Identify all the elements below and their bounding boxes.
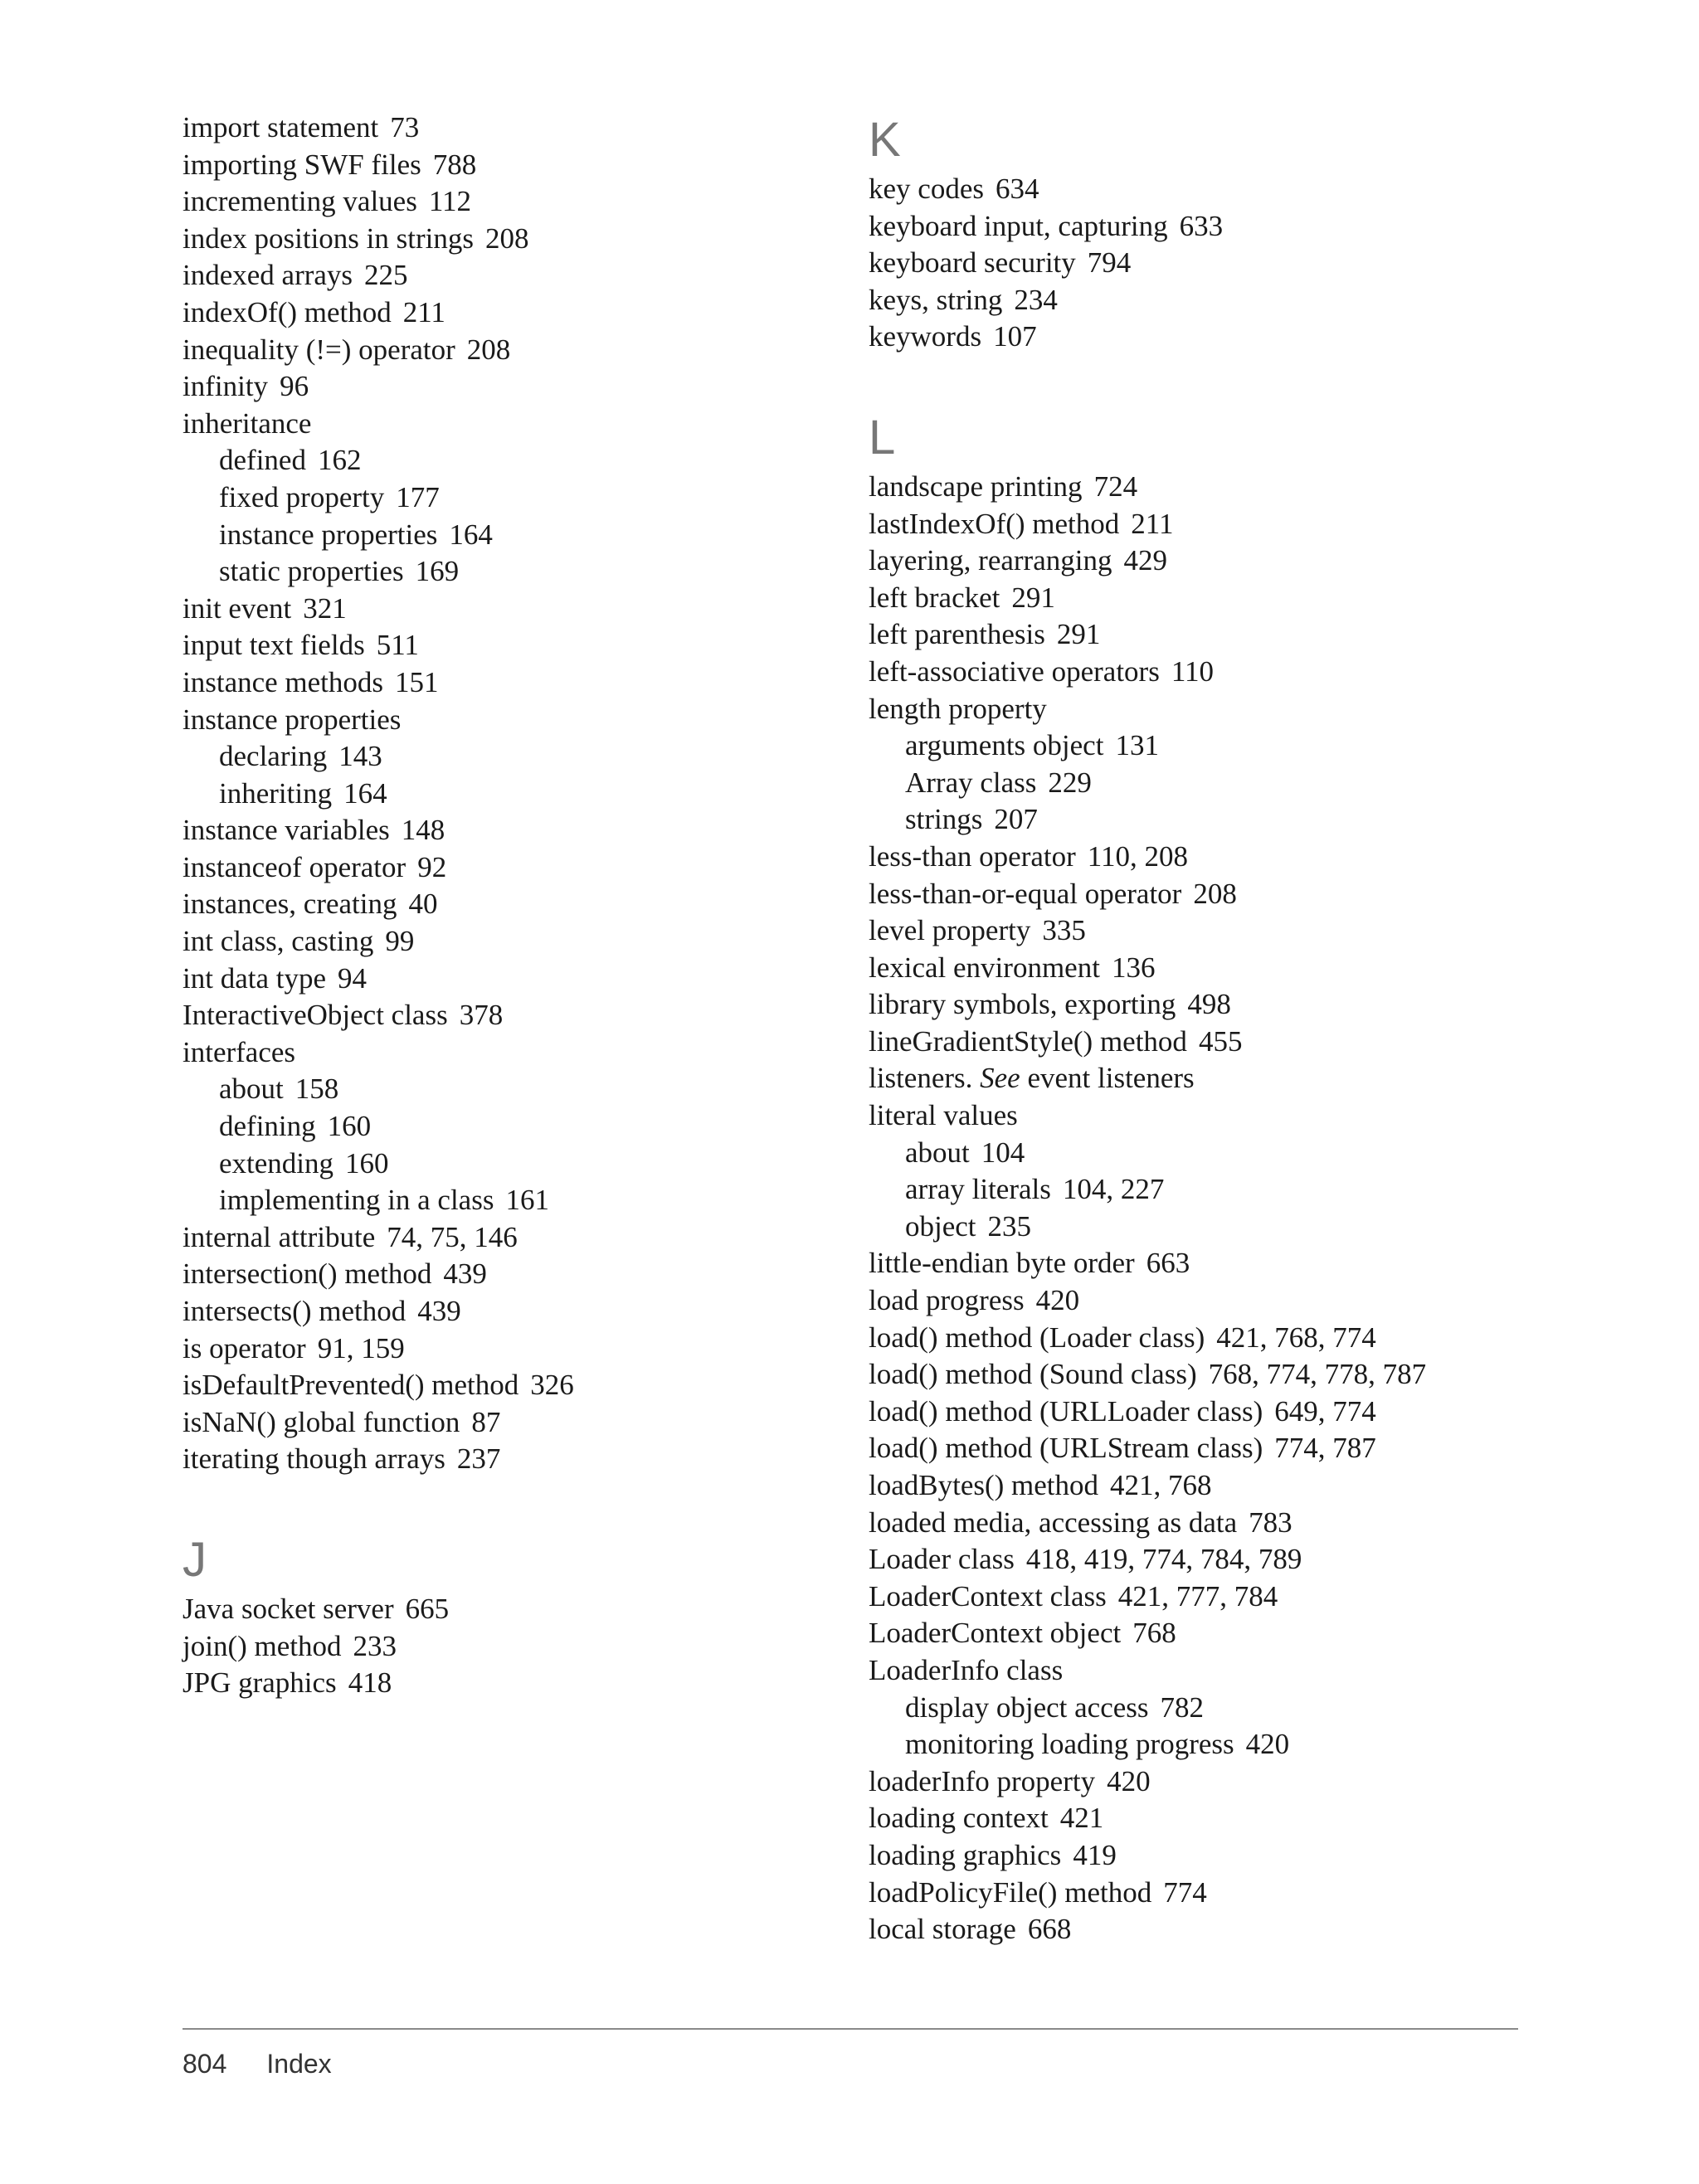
entry-term: instance properties <box>219 518 438 551</box>
entry-pages: 94 <box>338 961 368 995</box>
entry-pages: 208 <box>466 333 511 366</box>
entry-pages: 421 <box>1059 1802 1104 1835</box>
entry-pages: 158 <box>295 1073 339 1106</box>
entry-term: load progress <box>869 1284 1025 1317</box>
index-entry <box>869 208 1532 246</box>
index-subentry <box>869 1726 1532 1763</box>
entry-term: load() method (URLLoader class) <box>869 1394 1263 1428</box>
index-subentry <box>869 1171 1532 1209</box>
index-entry <box>869 1800 1532 1837</box>
entry-term: int data type <box>183 961 327 995</box>
index-entry <box>869 1060 1532 1097</box>
entry-pages: 724 <box>1093 469 1138 503</box>
entry-term: left parenthesis <box>869 618 1045 651</box>
index-entry <box>869 1911 1532 1948</box>
index-entry <box>183 849 830 887</box>
index-entry <box>183 1367 830 1404</box>
entry-term: landscape printing <box>869 469 1083 503</box>
index-subentry <box>183 553 830 591</box>
entry-pages: 110, 208 <box>1087 839 1188 873</box>
entry-pages: 429 <box>1123 544 1167 577</box>
index-entry <box>869 1505 1532 1542</box>
index-entry <box>183 1665 830 1702</box>
entry-term: keys, string <box>869 283 1003 316</box>
entry-term: static properties <box>219 555 404 588</box>
entry-pages: 131 <box>1115 729 1159 762</box>
entry-pages: 291 <box>1011 581 1055 614</box>
index-subentry <box>869 801 1532 839</box>
entry-term: literal values <box>869 1099 1018 1132</box>
entry-pages: 665 <box>405 1592 450 1625</box>
entry-term: instance properties <box>183 703 402 736</box>
entry-term: instanceof operator <box>183 850 406 883</box>
entry-term: Array class <box>905 766 1037 799</box>
entry-pages: 162 <box>317 444 362 477</box>
entry-term: less-than-or-equal operator <box>869 877 1182 910</box>
index-entry <box>183 1219 830 1257</box>
entry-term: indexed arrays <box>183 259 353 292</box>
entry-term: object <box>905 1209 976 1243</box>
entry-term: display object access <box>905 1690 1149 1724</box>
entry-term: intersects() method <box>183 1295 406 1327</box>
entry-term: declaring <box>219 740 328 773</box>
entry-term: instance methods <box>183 665 384 698</box>
entry-term: about <box>905 1136 970 1169</box>
index-entry <box>869 245 1532 282</box>
entry-pages: 455 <box>1198 1024 1243 1058</box>
entry-list-k <box>869 171 1532 356</box>
entry-term: infinity <box>183 370 269 403</box>
index-entry <box>869 319 1532 356</box>
index-entry <box>869 1356 1532 1394</box>
entry-pages: 378 <box>459 999 504 1032</box>
index-subentry <box>183 738 830 776</box>
entry-term: import statement <box>183 111 379 143</box>
entry-term: index positions in strings <box>183 221 474 255</box>
index-entry <box>183 886 830 923</box>
entry-term: InteractiveObject class <box>183 999 448 1032</box>
footer-divider <box>183 2028 1518 2030</box>
entry-pages: 788 <box>432 148 477 181</box>
index-entry <box>183 332 830 369</box>
index-entry <box>183 368 830 406</box>
entry-list <box>183 109 830 1478</box>
index-entry <box>869 1615 1532 1652</box>
entry-term: loadPolicyFile() method <box>869 1875 1152 1909</box>
index-entry <box>869 1282 1532 1320</box>
entry-term: isDefaultPrevented() method <box>183 1369 519 1402</box>
entry-pages: 112 <box>428 185 472 218</box>
entry-term: about <box>219 1073 284 1106</box>
index-entry <box>869 542 1532 580</box>
index-entry <box>183 406 830 443</box>
entry-term: Loader class <box>869 1543 1015 1576</box>
index-entry <box>183 294 830 332</box>
entry-term: less-than operator <box>869 839 1076 873</box>
entry-pages: 439 <box>417 1295 461 1327</box>
entry-pages: 96 <box>280 370 309 403</box>
index-entry <box>183 702 830 739</box>
entry-pages: 419 <box>1073 1838 1117 1871</box>
index-column-left <box>183 109 830 1702</box>
entry-pages: 208 <box>485 221 529 255</box>
entry-pages: 768, 774, 778, 787 <box>1208 1358 1427 1391</box>
entry-pages: 92 <box>417 850 447 883</box>
entry-term: iterating though arrays <box>183 1442 445 1476</box>
entry-term: strings <box>905 803 983 836</box>
entry-pages: 207 <box>994 803 1038 836</box>
entry-term: inequality (!=) operator <box>183 333 455 366</box>
entry-term: implementing in a class <box>219 1184 494 1217</box>
entry-term: library symbols, exporting <box>869 988 1176 1021</box>
index-entry <box>869 616 1532 654</box>
entry-pages: 663 <box>1146 1247 1190 1280</box>
index-entry <box>183 1256 830 1293</box>
entry-pages: 225 <box>364 259 408 292</box>
entry-term: inheritance <box>183 406 312 440</box>
entry-pages: 421, 768, 774 <box>1216 1321 1376 1354</box>
index-entry <box>869 580 1532 617</box>
entry-pages: 439 <box>443 1257 487 1291</box>
index-subentry <box>183 1146 830 1183</box>
index-entry <box>869 986 1532 1024</box>
index-entry <box>869 1320 1532 1357</box>
entry-pages: 160 <box>345 1146 389 1180</box>
index-subentry <box>869 1690 1532 1727</box>
entry-term: LoaderInfo class <box>869 1653 1064 1686</box>
entry-pages: 151 <box>395 665 439 698</box>
entry-pages: 104, 227 <box>1062 1173 1165 1206</box>
entry-term: keywords <box>869 320 982 353</box>
entry-term: length property <box>869 692 1047 725</box>
entry-term: defined <box>219 444 306 477</box>
entry-term: lastIndexOf() method <box>869 507 1120 540</box>
entry-term: left-associative operators <box>869 654 1160 688</box>
index-subentry <box>183 1108 830 1146</box>
entry-pages: 169 <box>415 555 460 588</box>
index-entry <box>183 812 830 849</box>
entry-pages: 161 <box>505 1184 549 1217</box>
entry-term: keyboard security <box>869 246 1076 280</box>
entry-term: load() method (Loader class) <box>869 1321 1205 1354</box>
index-entry <box>183 664 830 702</box>
entry-pages: 420 <box>1107 1764 1151 1797</box>
index-entry <box>869 506 1532 543</box>
index-entry <box>869 282 1532 319</box>
index-entry <box>183 997 830 1034</box>
entry-term: fixed property <box>219 480 385 513</box>
index-entry <box>183 961 830 998</box>
section-letter-l: L <box>869 410 896 465</box>
entry-pages: 136 <box>1111 951 1156 984</box>
index-entry <box>869 1024 1532 1061</box>
entry-term: LoaderContext class <box>869 1579 1107 1612</box>
see-target: event listeners <box>1020 1062 1195 1095</box>
index-entry <box>183 627 830 664</box>
entry-term: join() method <box>183 1629 342 1662</box>
entry-pages: 107 <box>993 320 1037 353</box>
entry-pages: 421, 777, 784 <box>1117 1579 1278 1612</box>
page-number: 804 <box>183 2049 227 2079</box>
entry-pages: 420 <box>1245 1728 1290 1761</box>
entry-pages: 783 <box>1249 1505 1293 1539</box>
index-entry <box>183 257 830 294</box>
see-reference: See <box>980 1062 1020 1095</box>
entry-pages: 649, 774 <box>1274 1394 1376 1428</box>
index-entry <box>869 912 1532 950</box>
entry-pages: 40 <box>408 888 438 921</box>
index-entry <box>183 1628 830 1666</box>
entry-pages: 634 <box>995 173 1039 205</box>
index-subentry <box>183 517 830 554</box>
index-entry <box>869 950 1532 987</box>
index-entry <box>869 1467 1532 1505</box>
entry-pages: 326 <box>530 1369 574 1402</box>
entry-pages: 74, 75, 146 <box>387 1220 518 1253</box>
entry-pages: 91, 159 <box>317 1331 405 1364</box>
entry-term: layering, rearranging <box>869 544 1112 577</box>
entry-pages: 104 <box>981 1136 1025 1169</box>
index-entry <box>869 839 1532 876</box>
entry-pages: 511 <box>376 629 419 662</box>
entry-pages: 211 <box>402 295 445 328</box>
index-entry <box>183 923 830 961</box>
entry-pages: 235 <box>987 1209 1032 1243</box>
entry-term: lineGradientStyle() method <box>869 1024 1187 1058</box>
entry-pages: 774 <box>1163 1875 1207 1909</box>
index-subentry <box>183 1182 830 1219</box>
index-entry <box>869 876 1532 913</box>
footer-section-name: Index <box>266 2049 332 2079</box>
entry-list-j <box>183 1591 830 1702</box>
entry-pages: 335 <box>1042 914 1086 947</box>
index-entry <box>183 109 830 147</box>
section-gap <box>869 356 1532 407</box>
entry-term: input text fields <box>183 629 365 662</box>
entry-pages: 418, 419, 774, 784, 789 <box>1025 1543 1302 1576</box>
section-gap <box>183 1478 830 1530</box>
section-letter-j: J <box>183 1532 207 1587</box>
entry-term: int class, casting <box>183 925 374 958</box>
entry-pages: 321 <box>303 591 347 625</box>
index-entry <box>869 1430 1532 1467</box>
index-entry <box>869 1578 1532 1616</box>
index-subentry <box>183 442 830 479</box>
entry-pages: 418 <box>348 1666 392 1700</box>
entry-pages: 237 <box>456 1442 501 1476</box>
entry-pages: 164 <box>449 518 493 551</box>
entry-term: listeners. <box>869 1062 981 1095</box>
index-entry <box>869 1394 1532 1431</box>
index-subentry <box>183 1071 830 1108</box>
entry-term: load() method (URLStream class) <box>869 1432 1263 1465</box>
index-entry <box>183 1591 830 1628</box>
entry-term: internal attribute <box>183 1220 376 1253</box>
entry-pages: 211 <box>1131 507 1174 540</box>
entry-term: lexical environment <box>869 951 1100 984</box>
entry-term: inheriting <box>219 776 333 810</box>
entry-pages: 73 <box>390 111 420 143</box>
index-entry <box>183 1330 830 1368</box>
index-subentry <box>183 479 830 517</box>
index-subentry <box>869 727 1532 765</box>
index-entry <box>183 1034 830 1072</box>
entry-pages: 421, 768 <box>1110 1469 1212 1501</box>
entry-pages: 234 <box>1014 283 1058 316</box>
entry-term: loaded media, accessing as data <box>869 1505 1238 1539</box>
entry-pages: 160 <box>327 1110 372 1143</box>
entry-pages: 208 <box>1193 877 1237 910</box>
entry-pages: 110 <box>1171 654 1215 688</box>
entry-term: left bracket <box>869 581 1000 614</box>
index-entry <box>869 171 1532 208</box>
entry-term: local storage <box>869 1913 1016 1946</box>
index-entry <box>869 1245 1532 1282</box>
entry-pages: 229 <box>1048 766 1092 799</box>
index-subentry <box>869 1135 1532 1172</box>
entry-list-l <box>869 469 1532 1948</box>
entry-term: isNaN() global function <box>183 1405 460 1438</box>
entry-pages: 768 <box>1132 1617 1176 1650</box>
entry-term: importing SWF files <box>183 148 421 181</box>
index-entry <box>869 1652 1532 1690</box>
entry-term: loading graphics <box>869 1838 1062 1871</box>
index-entry <box>869 691 1532 728</box>
entry-pages: 148 <box>401 814 445 847</box>
entry-term: level property <box>869 914 1031 947</box>
entry-term: instances, creating <box>183 888 397 921</box>
entry-term: loaderInfo property <box>869 1764 1096 1797</box>
index-subentry <box>183 776 830 813</box>
index-entry <box>869 1097 1532 1135</box>
entry-term: arguments object <box>905 729 1104 762</box>
entry-pages: 177 <box>396 480 440 513</box>
entry-term: extending <box>219 1146 334 1180</box>
entry-term: keyboard input, capturing <box>869 209 1168 242</box>
entry-term: init event <box>183 591 292 625</box>
index-entry <box>869 1875 1532 1912</box>
entry-pages: 794 <box>1087 246 1132 280</box>
index-entry <box>869 469 1532 506</box>
entry-term: LoaderContext object <box>869 1617 1122 1650</box>
index-entry <box>183 221 830 258</box>
index-entry <box>183 1293 830 1330</box>
entry-pages: 87 <box>471 1405 501 1438</box>
page-footer <box>183 2049 332 2079</box>
entry-pages: 143 <box>338 740 382 773</box>
entry-pages: 774, 787 <box>1274 1432 1376 1465</box>
entry-term: load() method (Sound class) <box>869 1358 1197 1391</box>
entry-term: incrementing values <box>183 185 417 218</box>
index-entry <box>183 147 830 184</box>
index-entry <box>183 591 830 628</box>
entry-pages: 420 <box>1035 1284 1080 1317</box>
section-letter-k: K <box>869 113 901 167</box>
index-entry <box>869 1541 1532 1578</box>
entry-pages: 782 <box>1160 1690 1205 1724</box>
entry-pages: 668 <box>1027 1913 1072 1946</box>
entry-term: array literals <box>905 1173 1051 1206</box>
entry-term: is operator <box>183 1331 306 1364</box>
entry-term: key codes <box>869 173 984 205</box>
entry-term: indexOf() method <box>183 295 392 328</box>
entry-pages: 164 <box>343 776 387 810</box>
entry-term: loading context <box>869 1802 1049 1835</box>
entry-pages: 233 <box>353 1629 397 1662</box>
entry-term: instance variables <box>183 814 390 847</box>
entry-term: Java socket server <box>183 1592 394 1625</box>
index-entry <box>183 1441 830 1478</box>
entry-term: monitoring loading progress <box>905 1728 1234 1761</box>
entry-pages: 498 <box>1187 988 1231 1021</box>
entry-term: defining <box>219 1110 316 1143</box>
index-entry <box>869 1763 1532 1801</box>
index-entry <box>183 1404 830 1442</box>
index-subentry <box>869 765 1532 802</box>
entry-term: JPG graphics <box>183 1666 337 1700</box>
index-column-right <box>869 109 1532 1948</box>
index-entry <box>869 654 1532 691</box>
entry-term: little-endian byte order <box>869 1247 1135 1280</box>
index-entry <box>183 183 830 221</box>
entry-pages: 633 <box>1179 209 1224 242</box>
entry-pages: 99 <box>385 925 415 958</box>
entry-term: loadBytes() method <box>869 1469 1099 1501</box>
entry-term: intersection() method <box>183 1257 432 1291</box>
index-entry <box>869 1837 1532 1875</box>
entry-pages: 291 <box>1056 618 1101 651</box>
entry-term: interfaces <box>183 1035 296 1068</box>
index-subentry <box>869 1209 1532 1246</box>
